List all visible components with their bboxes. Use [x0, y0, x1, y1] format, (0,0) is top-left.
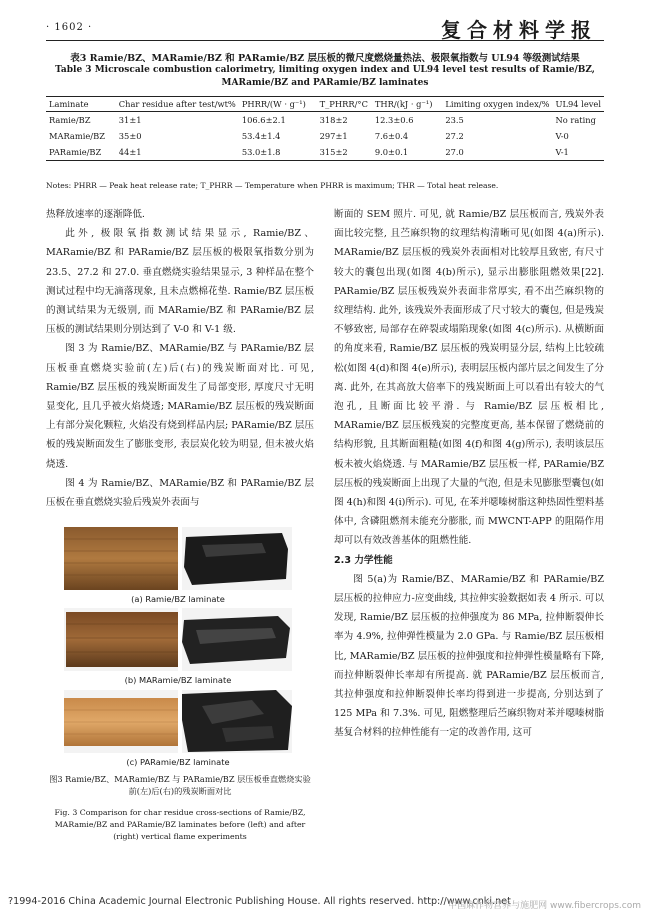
table-cell: 27.2	[445, 131, 464, 141]
table-caption-cn: 表3 Ramie/BZ、MARamie/BZ 和 PARamie/BZ 层压板的微尺度燃烧量热法、极限氧指数与 UL94 等级测试结果	[70, 53, 580, 64]
table-cell: PARamie/BZ	[46, 144, 116, 161]
table-note: Notes: PHRR — Peak heat release rate; T_PHRR — Temperature when PHRR is maximum; THR — Total heat release.	[46, 181, 499, 190]
table-header-cell: UL94 level	[552, 97, 604, 112]
table-header-cell: T_PHRR/°C	[317, 97, 372, 112]
section-title: 2.3 力学性能	[334, 554, 393, 566]
figure-caption-en: Fig. 3 Comparison for char residue cross-sections of Ramie/BZ, MARamie/BZ and PARamie/BZ laminates before (left) and after (right) vertical flame experiments	[54, 808, 306, 841]
table-header-cell: Laminate	[46, 97, 116, 112]
table-header-cell: THR/(kJ · g⁻¹)	[372, 97, 442, 112]
table-row	[46, 128, 604, 144]
table-header-cell: Limiting oxygen index/%	[442, 97, 552, 112]
table-row	[46, 144, 604, 161]
table-cell: 9.0±0.1	[372, 144, 442, 161]
after-burn-image	[182, 690, 292, 753]
before-burn-image	[64, 608, 178, 671]
table-cell: 106.6±2.1	[241, 115, 286, 125]
table-cell: 315±2	[317, 144, 372, 161]
header-rule	[46, 40, 604, 41]
panel-label-b: (b) MARamie/BZ laminate	[124, 675, 232, 685]
journal-title: 复合材料学报	[441, 18, 597, 42]
figure-caption-cn: 图3 Ramie/BZ、MARamie/BZ 与 PARamie/BZ 层压板垂直燃烧实验前(左)后(右)的残炭断面对比	[49, 774, 311, 796]
results-table	[46, 96, 604, 161]
paragraph: 图 5(a)为 Ramie/BZ、MARamie/BZ 和 PARamie/BZ 层压板的拉伸应力-应变曲线, 其拉伸实验数据如表 4 所示. 可以发现, Ramie/BZ 层压板的拉伸强度为 86 MPa, 拉伸断裂伸长率为 4.9%, 拉伸弹性模量为 2.0 GPa. 与 Ramie/BZ 层压板相比, MARamie/BZ 层压板的拉伸强度和拉伸弹性模量略有下降, 而拉伸断裂伸长率却有所提高. 就 PARamie/BZ 层压板而言, 其拉伸强度和拉伸断裂伸长率均得到进一步提高, 分别达到了 125 MPa 和 7.3%. 可见, 阻燃整理后苎麻织物对苯并噁嗪树脂基复合材料的拉伸性能有一定的改善作用, 这可	[334, 573, 604, 739]
paragraph: 此外, 极限氧指数测试结果显示, Ramie/BZ、MARamie/BZ 和 PARamie/BZ 层压板的极限氧指数分别为 23.5、27.2 和 27.0. 垂直燃烧实验结果显示, 3 种样品在整个测试过程中均无滴落现象, 且未点燃棉花垫. Ramie/BZ 层压板的测试结果为无级别, 而 MARamie/BZ 和 PARamie/BZ 层压板的测试结果则分别达到了 V-0 和 V-1 级.	[46, 228, 314, 336]
table-row	[46, 112, 604, 129]
table-cell: V-1	[552, 144, 604, 161]
figure-photo-ramie	[64, 527, 292, 590]
after-burn-image	[182, 608, 292, 671]
before-burn-image	[64, 690, 178, 753]
table-cell: 297±1	[319, 131, 348, 141]
paragraph: 图 4 为 Ramie/BZ、MARamie/BZ 和 PARamie/BZ 层压板在垂直燃烧实验后残炭外表面与	[46, 477, 314, 509]
table-cell: 31±1	[118, 115, 142, 125]
left-column	[46, 205, 314, 512]
before-burn-image	[64, 527, 178, 590]
paragraph: 图 3 为 Ramie/BZ、MARamie/BZ 与 PARamie/BZ 层压板垂直燃烧实验前(左)后(右)的残炭断面对比. 可见, Ramie/BZ 层压板的残炭断面发生了局部变形, 厚度尺寸无明显变化, 且几乎被火焰烧透; MARamie/BZ 层压板的残炭断面上有部分炭化颗粒, 火焰没有烧到样品内层; PARamie/BZ 层压板的残炭断面发生了膨胀变形, 表层炭化较为明显, 但未被火焰烧透.	[46, 343, 314, 470]
table-cell: 44±1	[116, 144, 239, 161]
figure-photo-paramie	[64, 690, 292, 753]
table-cell: MARamie/BZ	[49, 131, 105, 141]
page-number: · 1602 ·	[46, 22, 93, 33]
table-cell: V-0	[555, 131, 569, 141]
watermark: 中国麻作物营养与施肥网 www.fibercrops.com	[448, 901, 641, 911]
table-cell: 7.6±0.4	[374, 131, 409, 141]
after-burn-image	[182, 527, 292, 590]
table-caption-en: Table 3 Microscale combustion calorimetry, limiting oxygen index and UL94 level test results of Ramie/BZ, MARamie/BZ and PARamie/BZ laminates	[55, 65, 595, 88]
panel-label-a: (a) Ramie/BZ laminate	[131, 594, 225, 604]
table-cell: 23.5	[445, 115, 464, 125]
table-header-cell: PHRR/(W · g⁻¹)	[239, 97, 317, 112]
paragraph: 断面的 SEM 照片. 可见, 就 Ramie/BZ 层压板而言, 残炭外表面比较完整, 且苎麻织物的纹理结构清晰可见(如图 4(a)所示). MARamie/BZ 层压板的残炭外表面相对比较厚且致密, 有尺寸较大的囊包出现(如图 4(b)所示), 显示出膨胀阻燃效果[22]. PARamie/BZ 层压板残炭外表面非常厚实, 看不出苎麻织物的纹理结构. 此外, 该残炭外表面形成了尺寸较大的囊包, 但是残炭不够致密, 局部存在碎裂或塌陷现象(如图 4(c)所示). 从横断面的角度来看, Ramie/BZ 层压板的残炭明显分层, 结构上比较疏松(如图 4(d)和图 4(e)所示), 表明层压板内部片层之间发生了分离. 此外, 在其高放大倍率下的残炭断面上可以看出有较大的气泡孔, 且断面比较平滑. 与 Ramie/BZ 层压板相比, MARamie/BZ 层压板残炭的完整度更高, 基本保留了燃烧前的结构形貌, 且其断面粗糙(如图 4(f)和图 4(g)所示), 表明该层压板未被火焰烧透. 与 MARamie/BZ 层压板一样, PARamie/BZ 层压板的残炭断面上出现了大量的气泡, 但是未见膨胀型囊包(如图 4(h)和图 4(i)所示). 可见, 在苯并噁嗪树脂这种热固性塑料基体中, 含磷阻燃剂未能充分膨胀, 而 MWCNT-APP 的阻隔作用却可以有效改善基体的阻燃性能.	[334, 209, 604, 547]
table-cell: 12.3±0.6	[374, 115, 414, 125]
table-header-cell: Char residue after test/wt%	[116, 97, 239, 112]
table-cell: 27.0	[442, 144, 552, 161]
table-cell: 53.4±1.4	[241, 131, 281, 141]
figure-photo-maramie	[64, 608, 292, 671]
panel-label-c: (c) PARamie/BZ laminate	[126, 757, 230, 767]
table-cell: 53.0±1.8	[239, 144, 317, 161]
right-column	[334, 205, 604, 743]
copyright-footer: ?1994-2016 China Academic Journal Electronic Publishing House. All rights reserved. http://www.cnki.net	[8, 896, 511, 907]
table-cell: 35±0	[118, 131, 142, 141]
paragraph: 热释放速率的逐渐降低.	[46, 209, 145, 220]
table-cell: Ramie/BZ	[49, 115, 91, 125]
table-header-row	[46, 97, 604, 112]
table-cell: 318±2	[319, 115, 348, 125]
table-cell: No rating	[555, 115, 596, 125]
